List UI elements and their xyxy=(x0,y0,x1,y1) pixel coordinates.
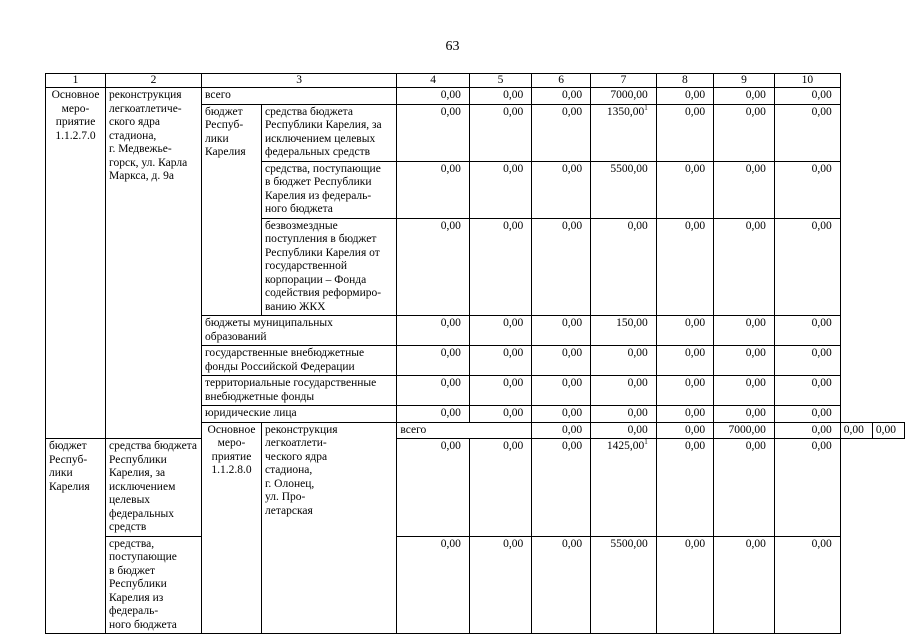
source-label: юридические лица xyxy=(201,406,396,423)
value-cell: 0,00 xyxy=(714,218,775,316)
measure-name-cell: реконструкция легкоатлети- ческого ядра стадиона, г. Олонец, ул. Про- летарская xyxy=(262,422,397,634)
value-cell: 0,00 xyxy=(397,439,469,537)
value-cell: 5500,00 xyxy=(591,536,657,634)
header-cell: 3 xyxy=(201,74,396,88)
value-cell: 0,00 xyxy=(656,316,713,346)
value-cell: 0,00 xyxy=(591,406,657,423)
value-cell: 0,00 xyxy=(532,439,591,537)
page-number: 63 xyxy=(445,39,460,54)
value-cell: 0,00 xyxy=(714,316,775,346)
measure-name-cell: реконструкция легкоатлетиче- ского ядра стадиона, г. Медвежье- горск, ул. Карла Маркса, д. 9а xyxy=(106,88,202,439)
value-cell: 0,00 xyxy=(591,376,657,406)
header-cell: 6 xyxy=(532,74,591,88)
value-cell: 0,00 xyxy=(656,161,713,218)
value-cell: 0,00 xyxy=(774,104,840,161)
value-cell: 0,00 xyxy=(397,104,469,161)
header-cell: 8 xyxy=(656,74,713,88)
value-cell: 0,00 xyxy=(532,218,591,316)
value-cell: 0,00 xyxy=(532,161,591,218)
value-cell: 0,00 xyxy=(469,376,531,406)
value-cell: 0,00 xyxy=(656,218,713,316)
source-label: средства, поступающие в бюджет Республики Карелия из федераль- ного бюджета xyxy=(106,536,202,634)
value-cell: 0,00 xyxy=(397,376,469,406)
source-label: государственные внебюджетные фонды Российской Федерации xyxy=(201,346,396,376)
value-cell: 0,00 xyxy=(656,376,713,406)
value-cell: 0,00 xyxy=(774,406,840,423)
value-cell: 5500,00 xyxy=(591,161,657,218)
value-cell: 0,00 xyxy=(469,439,531,537)
budget-group-cell: бюджет Респуб- лики Карелия xyxy=(201,104,261,316)
value-cell: 0,00 xyxy=(532,422,591,439)
budget-table xyxy=(45,73,905,634)
value-cell: 0,00 xyxy=(469,104,531,161)
value-cell: 0,00 xyxy=(774,346,840,376)
value-cell: 0,00 xyxy=(774,88,840,105)
value-cell: 0,00 xyxy=(591,422,657,439)
value-cell: 0,00 xyxy=(656,88,713,105)
header-cell: 1 xyxy=(46,74,106,88)
value-cell: 0,00 xyxy=(656,406,713,423)
source-label: средства бюджета Республики Карелия, за исключением целевых федеральных средств xyxy=(106,439,202,537)
value-cell: 0,00 xyxy=(714,161,775,218)
source-label: территориальные государственные внебюджетные фонды xyxy=(201,376,396,406)
value-cell: 0,00 xyxy=(397,218,469,316)
value-cell: 150,00 xyxy=(591,316,657,346)
header-row xyxy=(46,74,905,88)
table-row xyxy=(46,88,905,105)
value-cell: 0,00 xyxy=(397,88,469,105)
source-label: средства, поступающие в бюджет Республики Карелия из федераль- ного бюджета xyxy=(262,161,397,218)
value-cell: 0,00 xyxy=(840,422,872,439)
source-label: бюджеты муниципальных образований xyxy=(201,316,396,346)
value-cell: 0,00 xyxy=(591,218,657,316)
value-cell: 0,00 xyxy=(469,536,531,634)
header-cell: 2 xyxy=(106,74,202,88)
value-cell: 0,00 xyxy=(532,316,591,346)
value-cell: 0,00 xyxy=(397,406,469,423)
value-cell: 7000,00 xyxy=(714,422,775,439)
value-cell: 0,00 xyxy=(397,161,469,218)
footnote-marker: 1 xyxy=(644,438,648,446)
value-cell: 0,00 xyxy=(656,346,713,376)
measure-code-cell: Основное меро- приятие 1.1.2.8.0 xyxy=(201,422,261,634)
value-cell: 0,00 xyxy=(532,406,591,423)
header-cell: 10 xyxy=(774,74,840,88)
value-cell: 0,00 xyxy=(714,376,775,406)
value-cell: 0,00 xyxy=(714,88,775,105)
value-cell: 0,00 xyxy=(714,536,775,634)
value-cell: 0,00 xyxy=(469,161,531,218)
value-cell: 0,00 xyxy=(469,88,531,105)
value-cell: 0,00 xyxy=(397,536,469,634)
value-cell: 0,00 xyxy=(714,406,775,423)
value-cell: 0,00 xyxy=(397,346,469,376)
value-cell: 0,00 xyxy=(532,104,591,161)
value-cell: 0,00 xyxy=(656,439,713,537)
value-cell: 1425,00$^1$ xyxy=(591,439,657,537)
value-cell: 0,00 xyxy=(774,439,840,537)
value-cell: 0,00 xyxy=(469,346,531,376)
value-cell: 0,00 xyxy=(714,104,775,161)
source-label: всего xyxy=(201,88,396,105)
source-label: безвозмездные поступления в бюджет Республики Карелия от государственной корпорации – Фонда содействия реформиро- ванию ЖКХ xyxy=(262,218,397,316)
value-cell: 0,00 xyxy=(532,376,591,406)
header-cell: 5 xyxy=(469,74,531,88)
measure-code-cell: Основное меро- приятие 1.1.2.7.0 xyxy=(46,88,106,439)
header-cell: 4 xyxy=(397,74,469,88)
value-cell: 0,00 xyxy=(714,439,775,537)
value-cell: 0,00 xyxy=(656,104,713,161)
value-cell: 0,00 xyxy=(469,316,531,346)
value-cell: 7000,00 xyxy=(591,88,657,105)
value-cell: 0,00 xyxy=(532,536,591,634)
value-cell: 0,00 xyxy=(774,161,840,218)
value-cell: 0,00 xyxy=(656,422,713,439)
value-cell: 1350,00$^1$ xyxy=(591,104,657,161)
value-cell: 0,00 xyxy=(872,422,904,439)
value-cell: 0,00 xyxy=(774,536,840,634)
header-cell: 9 xyxy=(714,74,775,88)
value-cell: 0,00 xyxy=(774,422,840,439)
value-cell: 0,00 xyxy=(469,406,531,423)
table-row xyxy=(46,439,905,537)
value-cell: 0,00 xyxy=(774,218,840,316)
value-cell: 0,00 xyxy=(532,346,591,376)
value-cell: 0,00 xyxy=(532,88,591,105)
value-cell: 0,00 xyxy=(714,346,775,376)
budget-group-cell: бюджет Респуб- лики Карелия xyxy=(46,439,106,634)
table-row xyxy=(46,536,905,634)
value-cell: 0,00 xyxy=(397,316,469,346)
value-cell: 0,00 xyxy=(591,346,657,376)
value-cell: 0,00 xyxy=(774,376,840,406)
footnote-marker: 1 xyxy=(644,103,648,112)
source-label: всего xyxy=(397,422,532,439)
source-label: средства бюджета Республики Карелия, за исключением целевых федеральных средств xyxy=(262,104,397,161)
value-cell: 0,00 xyxy=(469,218,531,316)
value-cell: 0,00 xyxy=(774,316,840,346)
value-cell: 0,00 xyxy=(656,536,713,634)
header-cell: 7 xyxy=(591,74,657,88)
